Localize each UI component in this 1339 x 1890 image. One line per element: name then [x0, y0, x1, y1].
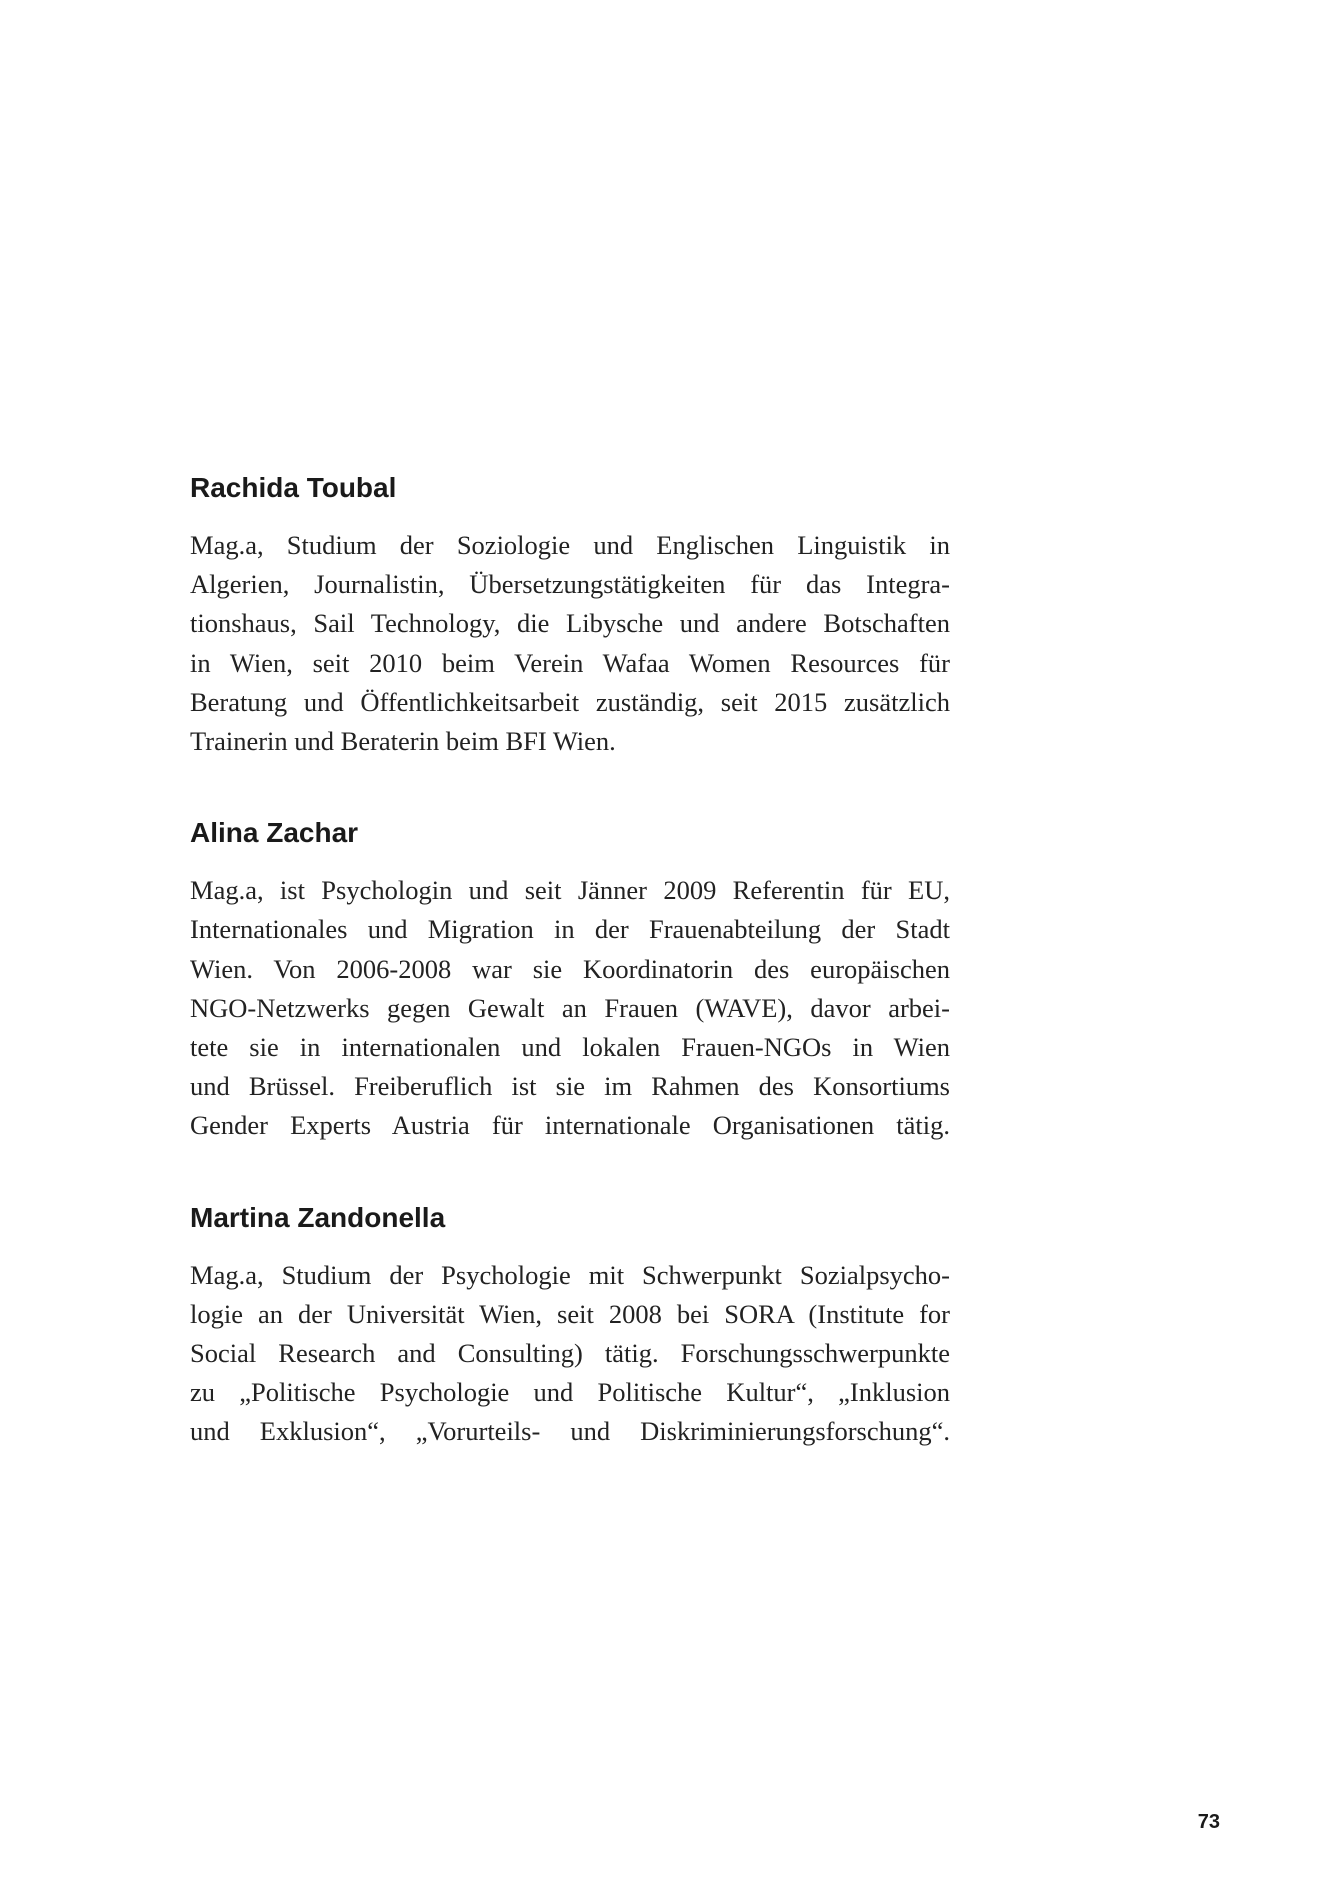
bio-text-line: Beratung und Öffentlichkeitsarbeit zuständig, seit 2015 zusätzlich — [190, 686, 950, 717]
bio-text-line: tionshaus, Sail Technology, die Libysche und andere Botschaften — [190, 608, 950, 639]
bio-text-line: und Exklusion“, „Vorurteils- und Diskriminierungsforschung“. — [190, 1416, 950, 1447]
bio-text — [190, 526, 950, 761]
bio-text-line: tete sie in internationalen und lokalen Frauen-NGOs in Wien — [190, 1032, 950, 1063]
bio-text-line: Trainerin und Beraterin beim BFI Wien. — [190, 726, 616, 757]
bio-text-line: NGO-Netzwerks gegen Gewalt an Frauen (WAVE), davor arbei- — [190, 992, 950, 1023]
bio-name: Alina Zachar — [190, 817, 359, 849]
bio-text-line: Internationales und Migration in der Frauenabteilung der Stadt — [190, 914, 950, 945]
bio-text-line: Social Research and Consulting) tätig. Forschungsschwerpunkte — [190, 1338, 950, 1369]
bio-entry — [190, 815, 950, 1145]
bio-name: Martina Zandonella — [190, 1201, 446, 1233]
bio-text — [190, 1256, 950, 1452]
bio-text-line: Mag.a, Studium der Soziologie und Englischen Linguistik in — [190, 530, 950, 560]
bio-text-line: Mag.a, ist Psychologin und seit Jänner 2009 Referentin für EU, — [190, 875, 950, 906]
bio-text-line: Wien. Von 2006-2008 war sie Koordinatorin des europäischen — [190, 953, 950, 984]
page-number: 73 — [1197, 1811, 1220, 1833]
bio-text-line: und Brüssel. Freiberuflich ist sie im Rahmen des Konsortiums — [190, 1071, 950, 1102]
bio-text-line: logie an der Universität Wien, seit 2008 bei SORA (Institute for — [190, 1298, 950, 1329]
bio-text-line: zu „Politische Psychologie und Politische Kultur“, „Inklusion — [190, 1377, 950, 1408]
bio-entry — [190, 1200, 950, 1452]
bio-text-line: Gender Experts Austria für internationale Organisationen tätig. — [190, 1110, 950, 1141]
bio-list — [190, 470, 950, 1506]
bio-text-line: in Wien, seit 2010 beim Verein Wafaa Women Resources für — [190, 647, 950, 678]
bio-entry — [190, 470, 950, 761]
bio-text — [190, 871, 950, 1145]
bio-text-line: Mag.a, Studium der Psychologie mit Schwerpunkt Sozialpsycho- — [190, 1259, 950, 1290]
bio-text-line: Algerien, Journalistin, Übersetzungstätigkeiten für das Integra- — [190, 569, 950, 600]
bio-name: Rachida Toubal — [190, 472, 397, 503]
